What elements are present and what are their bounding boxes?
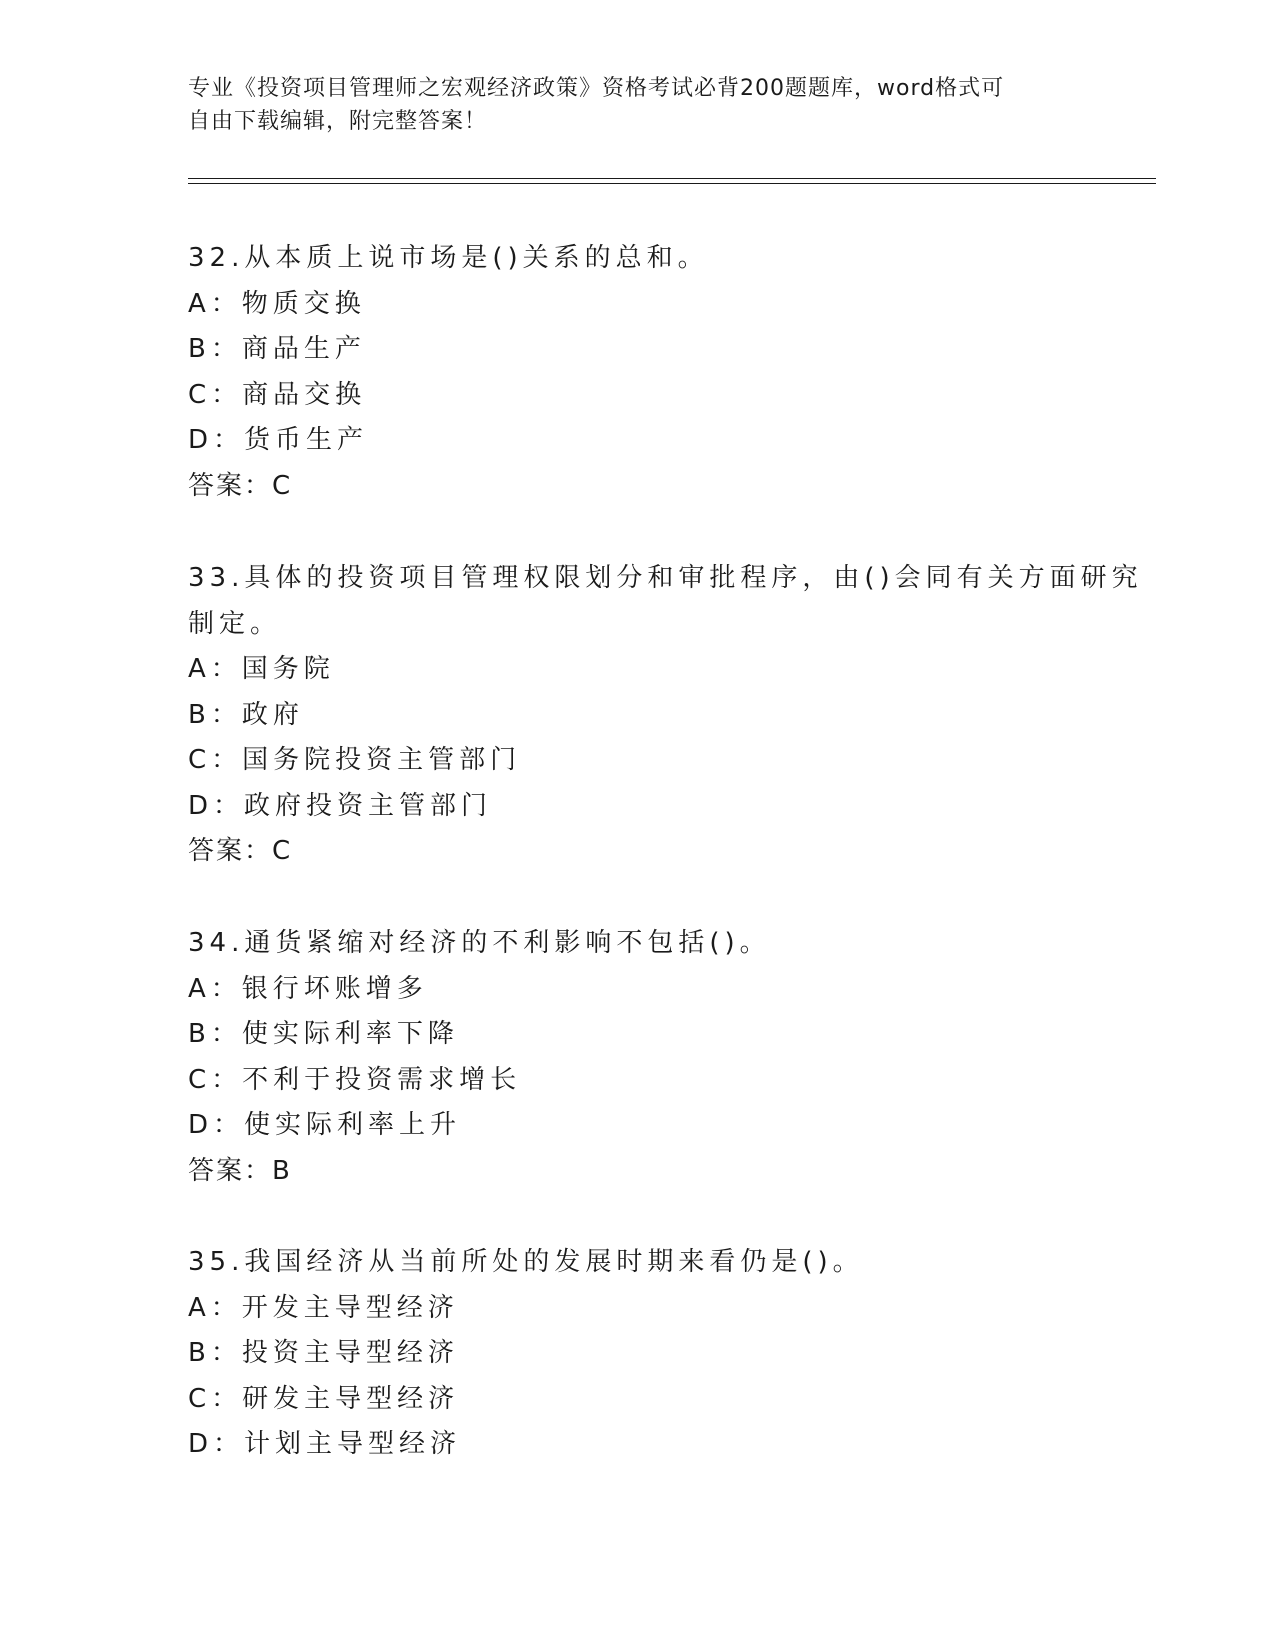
question-stem: 34.通货紧缩对经济的不利影响不包括()。	[188, 928, 771, 958]
answer-text: 答案：C	[188, 470, 293, 501]
option-a: A：开发主导型经济	[188, 1292, 459, 1323]
question-stem: 35.我国经济从当前所处的发展时期来看仍是()。	[188, 1247, 864, 1277]
option-b: B：投资主导型经济	[188, 1338, 459, 1368]
header-title-line-1: 专业《投资项目管理师之宏观经济政策》资格考试必背200题题库，word格式可	[188, 76, 1005, 101]
document-header	[188, 72, 1068, 138]
option-c: C：不利于投资需求增长	[188, 1064, 522, 1095]
option-c: C：国务院投资主管部门	[188, 745, 522, 775]
question-33	[188, 556, 1143, 875]
answer-text: 答案：B	[188, 1155, 292, 1186]
question-35	[188, 1240, 1088, 1468]
header-divider-top	[188, 178, 1156, 179]
option-a: A：银行坏账增多	[188, 973, 428, 1004]
option-b: B：使实际利率下降	[188, 1019, 459, 1049]
option-c: C：研发主导型经济	[188, 1383, 460, 1414]
question-32	[188, 236, 1088, 509]
answer-text: 答案：C	[188, 836, 293, 866]
option-b: B：商品生产	[188, 334, 366, 364]
option-b: B：政府	[188, 699, 304, 730]
option-d: D：计划主导型经济	[188, 1429, 462, 1459]
option-a: A：物质交换	[188, 288, 366, 319]
question-stem: 32.从本质上说市场是()关系的总和。	[188, 243, 709, 273]
header-title-line-2: 自由下载编辑，附完整答案！	[188, 109, 488, 134]
question-stem-line-1: 33.具体的投资项目管理权限划分和审批程序，由()会同有关方面研究	[188, 563, 1143, 593]
option-d: D：货币生产	[188, 425, 369, 455]
question-stem-line-2: 制定。	[188, 608, 282, 639]
option-c: C：商品交换	[188, 379, 367, 410]
option-d: D：使实际利率上升	[188, 1110, 462, 1140]
option-a: A：国务院	[188, 654, 335, 684]
question-34	[188, 921, 1088, 1194]
header-divider-bottom	[188, 183, 1156, 184]
option-d: D：政府投资主管部门	[188, 790, 493, 821]
